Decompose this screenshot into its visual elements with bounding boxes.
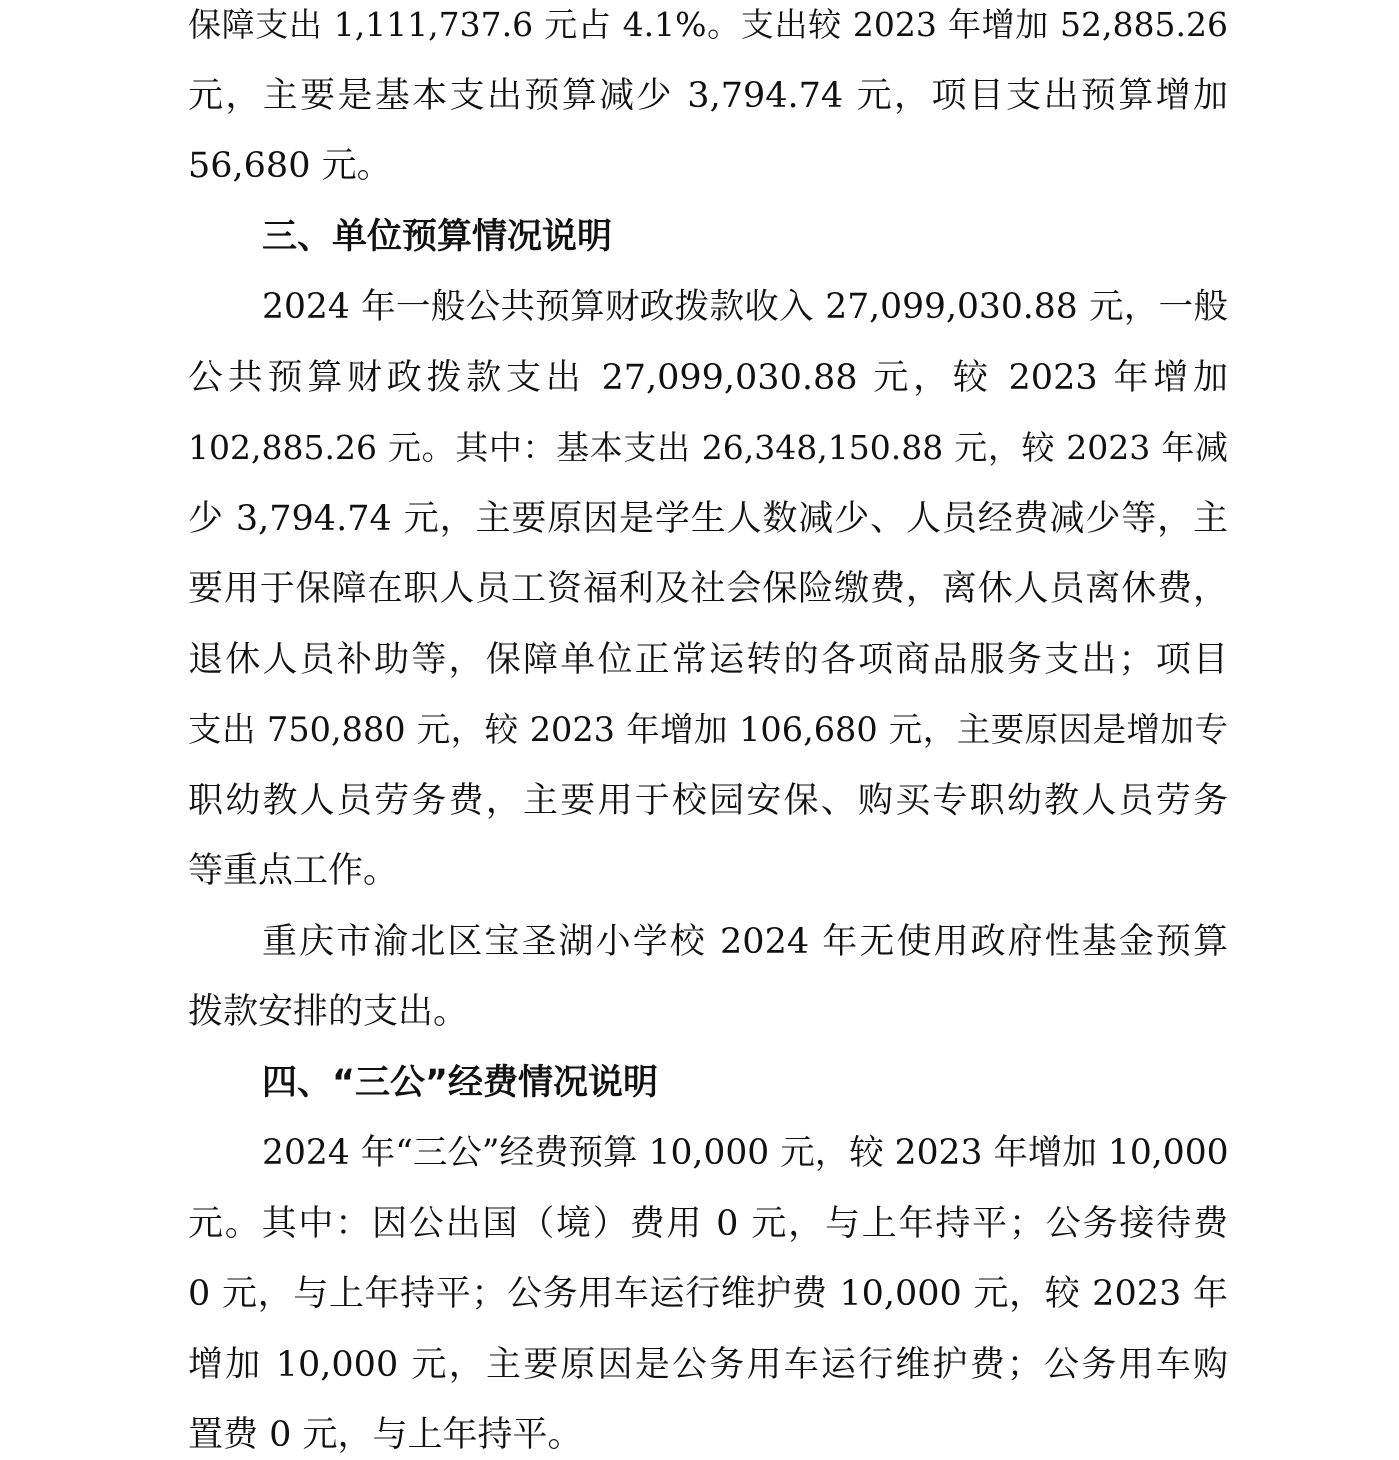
section-heading-3: 三、单位预算情况说明: [262, 217, 613, 257]
body-text-line: 2024 年一般公共预算财政拨款收入 27,099,030.88 元，一般: [262, 287, 1228, 327]
body-text-line: 2024 年“三公”经费预算 10,000 元，较 2023 年增加 10,000: [262, 1133, 1229, 1173]
body-text-line: 要用于保障在职人员工资福利及社会保险缴费，离休人员离休费，: [188, 569, 1228, 609]
body-text-line: 元。其中：因公出国（境）费用 0 元，与上年持平；公务接待费: [188, 1204, 1228, 1244]
body-text-line: 56,680 元。: [188, 146, 392, 186]
body-text-line: 0 元，与上年持平；公务用车运行维护费 10,000 元，较 2023 年: [188, 1274, 1228, 1314]
body-text-line: 元，主要是基本支出预算减少 3,794.74 元，项目支出预算增加: [188, 76, 1228, 116]
body-text-line: 拨款安排的支出。: [188, 992, 469, 1032]
body-text-line: 等重点工作。: [188, 851, 399, 891]
body-text-line: 重庆市渝北区宝圣湖小学校 2024 年无使用政府性基金预算: [262, 922, 1228, 962]
section-heading-4: 四、“三公”经费情况说明: [262, 1063, 659, 1103]
body-text-line: 职幼教人员劳务费，主要用于校园安保、购买专职幼教人员劳务: [188, 781, 1228, 821]
body-text-line: 公共预算财政拨款支出 27,099,030.88 元，较 2023 年增加: [188, 358, 1228, 398]
body-text-line: 少 3,794.74 元，主要原因是学生人数减少、人员经费减少等，主: [188, 499, 1228, 539]
body-text-line: 102,885.26 元。其中：基本支出 26,348,150.88 元，较 2023 年减: [188, 428, 1228, 467]
body-text-line: 支出 750,880 元，较 2023 年增加 106,680 元，主要原因是增加专: [188, 710, 1228, 749]
body-text-line: 退休人员补助等，保障单位正常运转的各项商品服务支出；项目: [188, 640, 1228, 680]
body-text-line: 置费 0 元，与上年持平。: [188, 1415, 583, 1455]
body-text-line: 保障支出 1,111,737.6 元占 4.1%。支出较 2023 年增加 52,885.26: [188, 5, 1228, 44]
body-text-line: 增加 10,000 元，主要原因是公务用车运行维护费；公务用车购: [188, 1345, 1228, 1385]
